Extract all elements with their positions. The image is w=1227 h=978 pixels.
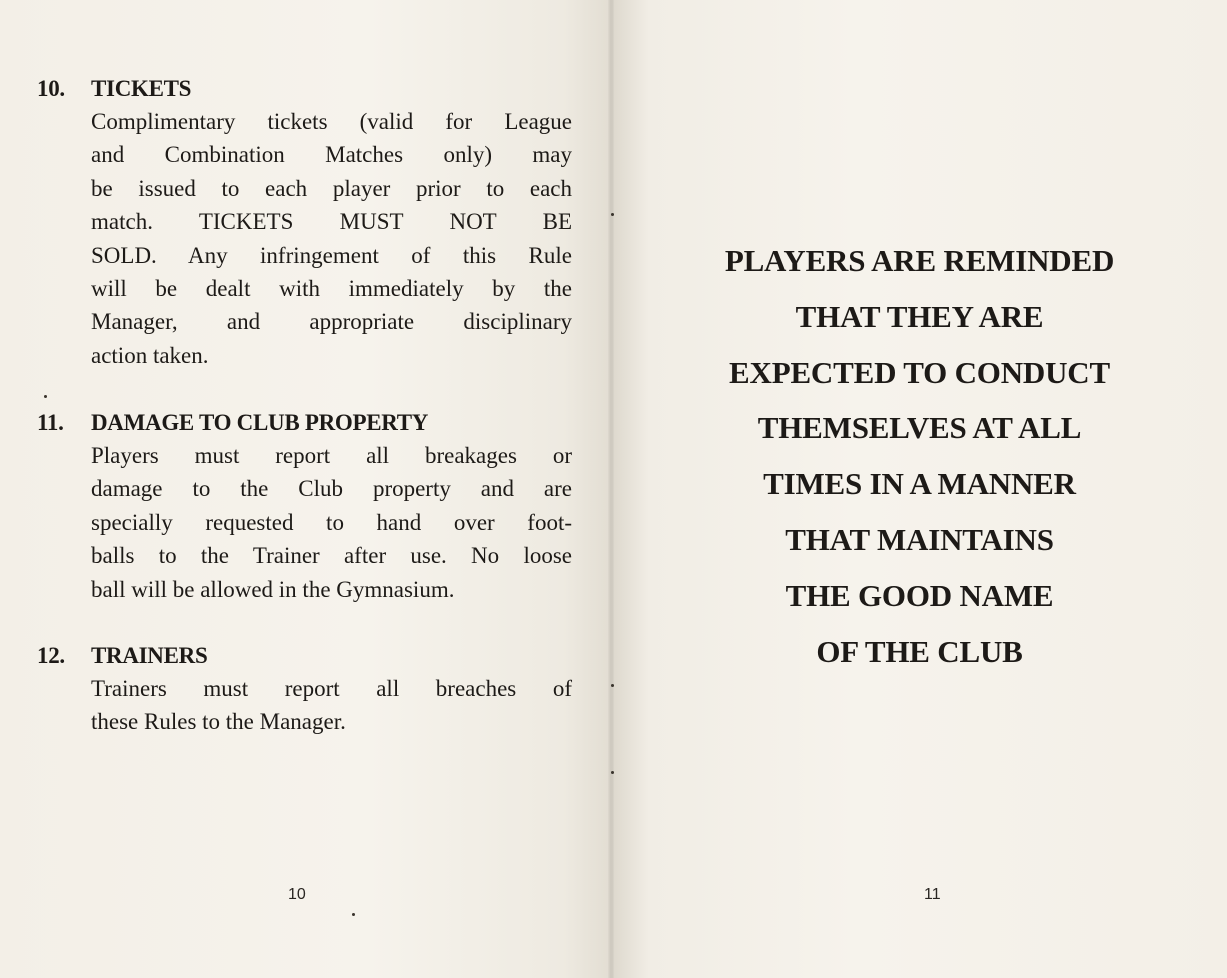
rule-trainers: [37, 639, 572, 739]
left-page: [0, 0, 612, 978]
paper-speck: [611, 771, 614, 774]
rule-heading: [37, 406, 572, 439]
rule-body: [91, 672, 572, 739]
reminder-line: EXPECTED TO CONDUCT: [729, 354, 1110, 390]
conduct-reminder: [612, 236, 1227, 682]
reminder-line: PLAYERS ARE REMINDED: [724, 243, 1115, 278]
reminder-line: OF THE CLUB: [816, 633, 1023, 669]
rule-line: damage to the Club property and are: [91, 476, 572, 502]
rule-line: action taken.: [91, 342, 209, 368]
rule-line: Manager, and appropriate disciplinary: [91, 309, 572, 335]
reminder-line: TIMES IN A MANNER: [763, 466, 1076, 502]
rule-heading: [37, 72, 572, 105]
rule-body: [91, 439, 572, 606]
rule-heading: [37, 639, 572, 672]
rule-body: [91, 105, 572, 372]
rule-line: SOLD. Any infringement of this Rule: [91, 242, 572, 268]
rule-line: be issued to each player prior to each: [91, 175, 572, 201]
reminder-line: THEMSELVES AT ALL: [757, 410, 1082, 446]
reminder-line: THAT MAINTAINS: [785, 521, 1054, 557]
rule-number: 10.: [37, 76, 65, 101]
page-number-right: 11: [924, 886, 941, 903]
rule-line: specially requested to hand over foot-: [91, 509, 572, 535]
paper-speck: [611, 684, 614, 687]
rule-line: balls to the Trainer after use. No loose: [91, 543, 572, 569]
rule-number: 12.: [37, 643, 65, 668]
paper-speck: [352, 913, 355, 916]
reminder-line: THAT THEY ARE: [795, 298, 1044, 334]
rule-title: TRAINERS: [91, 643, 208, 668]
rule-line: and Combination Matches only) may: [91, 142, 572, 168]
book-gutter: [608, 0, 614, 978]
paper-speck: [611, 213, 614, 216]
paper-speck: [44, 395, 47, 398]
rule-line: ball will be allowed in the Gymnasium.: [91, 576, 455, 602]
rule-tickets: [37, 72, 572, 372]
rule-line: match. TICKETS MUST NOT BE: [91, 209, 572, 235]
rule-line: Players must report all breakages or: [91, 443, 572, 468]
rule-number: 11.: [37, 410, 64, 435]
rule-damage-to-club-property: [37, 406, 572, 606]
rule-line: Complimentary tickets (valid for League: [91, 109, 572, 134]
rule-line: will be dealt with immediately by the: [91, 276, 572, 302]
rule-line: these Rules to the Manager.: [91, 709, 346, 735]
reminder-line: THE GOOD NAME: [785, 577, 1054, 613]
page-number-left: 10: [288, 886, 306, 903]
right-page: [612, 0, 1227, 978]
rule-title: TICKETS: [91, 76, 192, 101]
rule-title: DAMAGE TO CLUB PROPERTY: [91, 410, 429, 435]
rule-line: Trainers must report all breaches of: [91, 676, 572, 701]
